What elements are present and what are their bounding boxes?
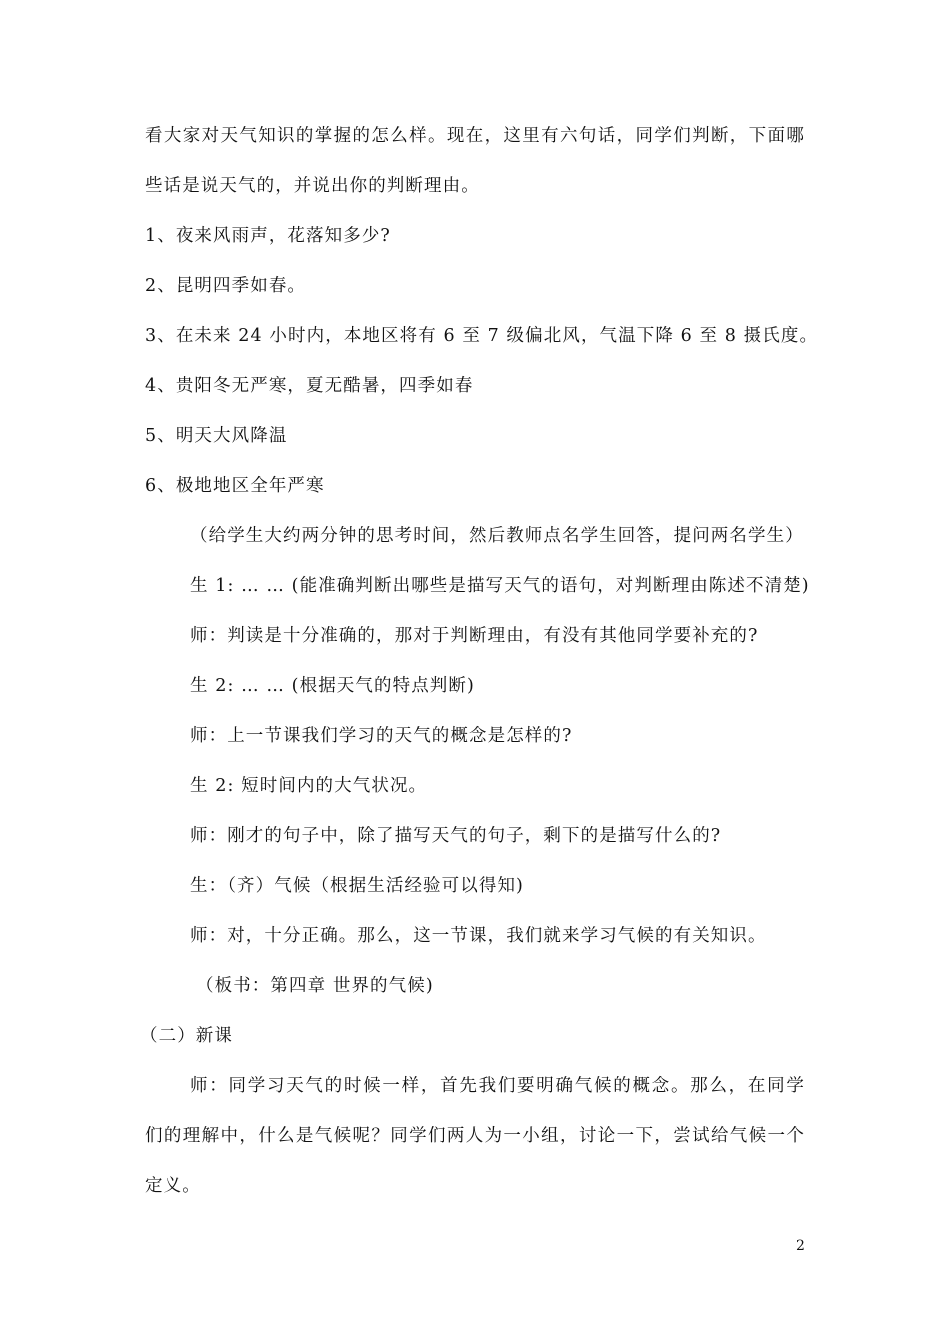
list-item-6: 6、极地地区全年严寒 [145, 476, 325, 496]
dialogue-line-7: 师：刚才的句子中，除了描写天气的句子，剩下的是描写什么的? [190, 826, 722, 846]
intro-paragraph-line-1: 看大家对天气知识的掌握的怎么样。现在，这里有六句话，同学们判断，下面哪 [145, 126, 805, 146]
list-item-3: 3、在未来 24 小时内，本地区将有 6 至 7 级偏北风，气温下降 6 至 8 摄氏度。 [145, 326, 819, 346]
dialogue-line-8: 生：（齐）气候（根据生活经验可以得知) [190, 876, 524, 896]
dialogue-line-6: 生 2: 短时间内的大气状况。 [190, 776, 428, 796]
dialogue-line-5: 师：上一节课我们学习的天气的概念是怎样的? [190, 726, 573, 746]
list-item-5: 5、明天大风降温 [145, 426, 288, 446]
list-item-1: 1、夜来风雨声，花落知多少? [145, 226, 391, 246]
dialogue-line-3: 师：判读是十分准确的，那对于判断理由，有没有其他同学要补充的? [190, 626, 759, 646]
board-note: （板书：第四章 世界的气候) [196, 976, 434, 996]
dialogue-line-4: 生 2: … … (根据天气的特点判断) [190, 676, 475, 696]
intro-paragraph-line-2: 些话是说天气的，并说出你的判断理由。 [145, 176, 480, 196]
dialogue-line-1: （给学生大约两分钟的思考时间，然后教师点名学生回答，提问两名学生） [190, 526, 804, 546]
new-lesson-line-3: 定义。 [145, 1176, 201, 1196]
list-item-4: 4、贵阳冬无严寒，夏无酷暑，四季如春 [145, 376, 474, 396]
list-item-2: 2、昆明四季如春。 [145, 276, 307, 296]
dialogue-line-2: 生 1: … … (能准确判断出哪些是描写天气的语句，对判断理由陈述不清楚) [190, 576, 810, 596]
new-lesson-line-1: 师：同学习天气的时候一样，首先我们要明确气候的概念。那么，在同学 [190, 1076, 805, 1096]
dialogue-line-9: 师：对，十分正确。那么，这一节课，我们就来学习气候的有关知识。 [190, 926, 767, 946]
new-lesson-line-2: 们的理解中，什么是气候呢？同学们两人为一小组，讨论一下，尝试给气候一个 [145, 1126, 805, 1146]
page-number: 2 [796, 1238, 805, 1254]
section-heading: （二）新课 [140, 1026, 233, 1046]
